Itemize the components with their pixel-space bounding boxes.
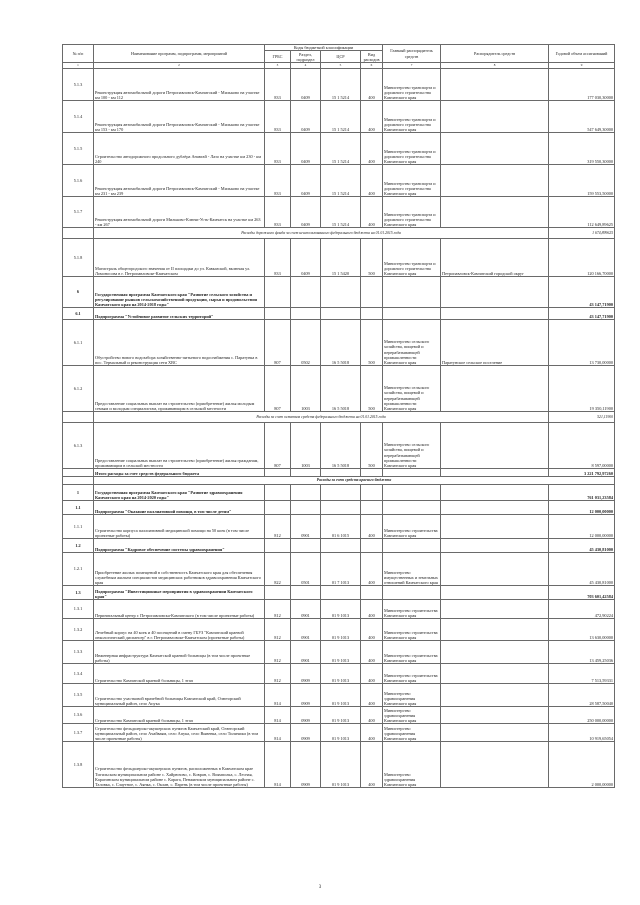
amount: 10 919,65054 bbox=[549, 724, 615, 742]
code-expense-type bbox=[361, 539, 383, 553]
code-csr: 01 9 1013 bbox=[321, 707, 361, 724]
manager bbox=[441, 619, 549, 641]
main-manager: Министерство строительства Камчатского края bbox=[383, 600, 441, 619]
code-expense-type: 400 bbox=[361, 707, 383, 724]
code-csr: 01 9 1013 bbox=[321, 742, 361, 788]
code-section: 0901 bbox=[291, 515, 321, 539]
item-name: Реконструкция автомобильной дороги Петропавловск-Камчатский - Мильково на участке км 100 - км 112 bbox=[94, 69, 265, 101]
row-number: 5.1.8 bbox=[63, 239, 94, 277]
item-name: Перинатальный центр г. Петропавловска-Камчатского (в том числе проектные работы) bbox=[94, 600, 265, 619]
main-manager: Министерство строительства Камчатского края bbox=[383, 664, 441, 684]
table-row bbox=[63, 412, 615, 423]
manager bbox=[441, 707, 549, 724]
manager bbox=[441, 641, 549, 664]
code-csr: 01 9 1013 bbox=[321, 664, 361, 684]
column-number: 1 bbox=[63, 63, 94, 69]
header-volume: Годовой объем ассигнований bbox=[549, 45, 615, 63]
main-manager: Министерство транспорта и дорожного строительства Камчатского края bbox=[383, 101, 441, 133]
main-manager: Министерство здравоохранения Камчатского края bbox=[383, 742, 441, 788]
page-number: 3 bbox=[318, 885, 322, 890]
manager bbox=[441, 724, 549, 742]
item-name: Реконструкция автомобильной дороги Мильково-Ключи-Усть-Камчатск на участке км 263 - км 267 bbox=[94, 197, 265, 228]
table-row bbox=[63, 553, 615, 586]
code-section: 0909 bbox=[291, 742, 321, 788]
code-csr bbox=[321, 485, 361, 501]
table-row bbox=[63, 308, 615, 320]
item-name: Строительство Камчатской краевой больницы, 1 этап bbox=[94, 707, 265, 724]
table-row bbox=[63, 707, 615, 724]
code-expense-type bbox=[361, 469, 383, 477]
manager bbox=[441, 664, 549, 684]
header-csr: ЦСР bbox=[321, 51, 361, 63]
code-section: 0901 bbox=[291, 619, 321, 641]
manager: Паратунское сельское поселение bbox=[441, 320, 549, 366]
code-grbs: 833 bbox=[265, 133, 291, 165]
code-grbs: 812 bbox=[265, 641, 291, 664]
column-number: 2 bbox=[94, 63, 265, 69]
manager bbox=[441, 600, 549, 619]
table-row bbox=[63, 539, 615, 553]
main-manager: Министерство сельского хозяйства, пищевой и перерабатывающей промышленности Камчатского края bbox=[383, 423, 441, 469]
code-grbs: 833 bbox=[265, 69, 291, 101]
amount: 547 649,30000 bbox=[549, 101, 615, 133]
table-row bbox=[63, 277, 615, 308]
code-grbs: 814 bbox=[265, 724, 291, 742]
manager bbox=[441, 133, 549, 165]
amount: 13 630,00000 bbox=[549, 619, 615, 641]
manager bbox=[441, 586, 549, 600]
code-section: 0901 bbox=[291, 600, 321, 619]
note-text: Расходы дорожного фонда за счет неиспользованного федерального бюджета на 01.01.2015 года bbox=[94, 228, 549, 239]
table-row bbox=[63, 239, 615, 277]
amount: 13 730,00000 bbox=[549, 320, 615, 366]
item-name: Реконструкция автомобильной дороги Петропавловск-Камчатский - Мильково на участке км 153 - км 170 bbox=[94, 101, 265, 133]
code-grbs bbox=[265, 501, 291, 515]
main-manager: Министерство сельского хозяйства, пищевой и перерабатывающей промышленности Камчатского края bbox=[383, 366, 441, 412]
table-row bbox=[63, 69, 615, 101]
main-manager bbox=[383, 586, 441, 600]
amount: 2 000,00000 bbox=[549, 742, 615, 788]
code-grbs: 814 bbox=[265, 684, 291, 707]
code-expense-type bbox=[361, 308, 383, 320]
table-row bbox=[63, 619, 615, 641]
code-grbs: 812 bbox=[265, 515, 291, 539]
header-num: № п/п bbox=[63, 45, 94, 63]
main-manager: Министерство строительства Камчатского края bbox=[383, 641, 441, 664]
column-number: 3 bbox=[265, 63, 291, 69]
code-section bbox=[291, 485, 321, 501]
code-section: 0909 bbox=[291, 664, 321, 684]
code-expense-type: 400 bbox=[361, 619, 383, 641]
column-number: 6 bbox=[361, 63, 383, 69]
code-grbs: 833 bbox=[265, 197, 291, 228]
manager bbox=[441, 501, 549, 515]
amount: 12 000,00000 bbox=[549, 515, 615, 539]
row-number-cell bbox=[63, 228, 94, 239]
code-expense-type bbox=[361, 485, 383, 501]
item-name: Предоставление социальных выплат на строительство (приобретение) жилья гражданам, проживающим в сельской местности bbox=[94, 423, 265, 469]
row-number: 1.3.4 bbox=[63, 664, 94, 684]
manager bbox=[441, 553, 549, 586]
code-grbs bbox=[265, 469, 291, 477]
item-name: Подпрограмма "Кадровое обеспечение системы здравоохранения" bbox=[94, 539, 265, 553]
code-grbs: 833 bbox=[265, 165, 291, 197]
code-expense-type: 400 bbox=[361, 197, 383, 228]
code-grbs bbox=[265, 485, 291, 501]
table-row bbox=[63, 515, 615, 539]
code-csr: 01 9 1013 bbox=[321, 619, 361, 641]
code-expense-type bbox=[361, 277, 383, 308]
code-grbs bbox=[265, 277, 291, 308]
code-csr: 01 6 1015 bbox=[321, 515, 361, 539]
item-name: Строительство Камчатской краевой больницы, 1 этап bbox=[94, 664, 265, 684]
code-section: 0502 bbox=[291, 320, 321, 366]
manager bbox=[441, 165, 549, 197]
column-number: 7 bbox=[383, 63, 441, 69]
code-grbs: 814 bbox=[265, 742, 291, 788]
code-section bbox=[291, 501, 321, 515]
column-number: 9 bbox=[549, 63, 615, 69]
table-row bbox=[63, 586, 615, 600]
manager bbox=[441, 539, 549, 553]
manager bbox=[441, 277, 549, 308]
main-manager bbox=[383, 539, 441, 553]
code-grbs: 807 bbox=[265, 366, 291, 412]
main-manager: Министерство здравоохранения Камчатского края bbox=[383, 684, 441, 707]
code-csr: 01 9 1013 bbox=[321, 600, 361, 619]
code-csr: 01 9 1013 bbox=[321, 724, 361, 742]
column-number: 4 bbox=[291, 63, 321, 69]
item-name: Инженерная инфраструктура Камчатской краевой больницы (в том числе проектные работы) bbox=[94, 641, 265, 664]
row-number: 6.1 bbox=[63, 308, 94, 320]
row-number: 6.1.3 bbox=[63, 423, 94, 469]
row-number: 1.2.1 bbox=[63, 553, 94, 586]
main-manager: Министерство сельского хозяйства, пищевой и перерабатывающей промышленности Камчатского края bbox=[383, 320, 441, 366]
manager bbox=[441, 469, 549, 477]
header-expense-type: Вид расходов bbox=[361, 51, 383, 63]
main-manager bbox=[383, 501, 441, 515]
code-section: 0909 bbox=[291, 684, 321, 707]
row-number: 1 bbox=[63, 485, 94, 501]
code-section: 0409 bbox=[291, 69, 321, 101]
amount: 45 430,81000 bbox=[549, 539, 615, 553]
code-expense-type: 400 bbox=[361, 641, 383, 664]
row-number: 1.1 bbox=[63, 501, 94, 515]
manager bbox=[441, 366, 549, 412]
item-name: Подпрограмма "Оказание паллиативной помощи, в том числе детям" bbox=[94, 501, 265, 515]
code-csr bbox=[321, 277, 361, 308]
row-number: 1.3.1 bbox=[63, 600, 94, 619]
amount: 177 030,30000 bbox=[549, 69, 615, 101]
main-manager: Министерство имущественных и земельных отношений Камчатского края bbox=[383, 553, 441, 586]
code-section bbox=[291, 539, 321, 553]
row-number: 1.3.3 bbox=[63, 641, 94, 664]
manager bbox=[441, 69, 549, 101]
amount: 703 601,42584 bbox=[549, 586, 615, 600]
code-expense-type: 400 bbox=[361, 553, 383, 586]
row-number: 5.1.6 bbox=[63, 165, 94, 197]
table-row bbox=[63, 366, 615, 412]
code-csr: 16 5 5018 bbox=[321, 423, 361, 469]
row-number: 6.1.1 bbox=[63, 320, 94, 366]
code-csr bbox=[321, 586, 361, 600]
code-csr: 01 7 1013 bbox=[321, 553, 361, 586]
code-grbs: 807 bbox=[265, 320, 291, 366]
code-expense-type: 400 bbox=[361, 600, 383, 619]
code-grbs: 812 bbox=[265, 664, 291, 684]
code-csr bbox=[321, 501, 361, 515]
amount: 12 000,00000 bbox=[549, 501, 615, 515]
code-section: 0909 bbox=[291, 707, 321, 724]
header-manager: Распорядитель средств bbox=[441, 45, 549, 63]
item-name: Реконструкция автомобильной дороги Петропавловск-Камчатский - Мильково на участке км 231 - км 239 bbox=[94, 165, 265, 197]
table-row bbox=[63, 600, 615, 619]
item-name: Итого расходы за счет средств федерального бюджета bbox=[94, 469, 265, 477]
table-row bbox=[63, 423, 615, 469]
code-expense-type: 500 bbox=[361, 366, 383, 412]
code-csr: 16 5 5018 bbox=[321, 320, 361, 366]
row-number-cell bbox=[63, 477, 94, 485]
row-number-cell bbox=[63, 412, 94, 423]
code-expense-type: 400 bbox=[361, 133, 383, 165]
main-manager: Министерство строительства Камчатского края bbox=[383, 515, 441, 539]
manager bbox=[441, 515, 549, 539]
code-expense-type bbox=[361, 586, 383, 600]
manager: Петропавловск-Камчатский городской округ bbox=[441, 239, 549, 277]
code-section: 1003 bbox=[291, 423, 321, 469]
amount: 7 513,59331 bbox=[549, 664, 615, 684]
main-manager: Министерство здравоохранения Камчатского края bbox=[383, 707, 441, 724]
amount: 45 430,81000 bbox=[549, 553, 615, 586]
table-body bbox=[63, 69, 615, 788]
table-row bbox=[63, 742, 615, 788]
item-name: Строительство автодорожного продольного дублёра Анавгай - Лазо на участке км 230 - км 240 bbox=[94, 133, 265, 165]
note-amount: 521,11900 bbox=[549, 412, 615, 423]
code-expense-type bbox=[361, 501, 383, 515]
code-csr: 15 1 5214 bbox=[321, 197, 361, 228]
table-row bbox=[63, 641, 615, 664]
note-text: Расходы за счет остатков средств федерального бюджета на 01.01.2015 года bbox=[94, 412, 549, 423]
table-row bbox=[63, 197, 615, 228]
row-number: 1.3.7 bbox=[63, 724, 94, 742]
item-name: Государственная программа Камчатского края "Развитие здравоохранения Камчатского края на 2014-2020 годы" bbox=[94, 485, 265, 501]
code-section: 0409 bbox=[291, 239, 321, 277]
code-grbs bbox=[265, 539, 291, 553]
amount: 28 587,50040 bbox=[549, 684, 615, 707]
code-section: 0909 bbox=[291, 724, 321, 742]
code-grbs: 814 bbox=[265, 707, 291, 724]
manager bbox=[441, 742, 549, 788]
code-expense-type: 400 bbox=[361, 101, 383, 133]
amount: 319 550,30000 bbox=[549, 133, 615, 165]
amount: 250 000,00000 bbox=[549, 707, 615, 724]
item-name: Приобретение жилых помещений в собственность Камчатского края для обеспечения служебным жильем специалистов медицинских работников здравоохранения Камчатского края bbox=[94, 553, 265, 586]
header-section: Раздел, подраздел bbox=[291, 51, 321, 63]
code-csr: 01 9 1013 bbox=[321, 684, 361, 707]
header-name: Наименование программ, подпрограмм, мероприятий bbox=[94, 45, 265, 63]
item-name: Лечебный корпус на 40 коек и 40 посещений в смену ГБУЗ "Камчатский краевой онкологический диспансер" в г. Петропавловске-Камчатском (проектные работы) bbox=[94, 619, 265, 641]
manager bbox=[441, 197, 549, 228]
item-name: Строительство корпуса паллиативной медицинской помощи на 50 коек (в том числе проектные работы) bbox=[94, 515, 265, 539]
row-number: 1.3.6 bbox=[63, 707, 94, 724]
code-expense-type: 500 bbox=[361, 423, 383, 469]
code-csr: 16 5 5018 bbox=[321, 366, 361, 412]
amount: 13 459,25036 bbox=[549, 641, 615, 664]
main-manager: Министерство строительства Камчатского края bbox=[383, 619, 441, 641]
main-manager: Министерство транспорта и дорожного строительства Камчатского края bbox=[383, 239, 441, 277]
header-grbs: ГРБС bbox=[265, 51, 291, 63]
code-grbs: 833 bbox=[265, 239, 291, 277]
code-expense-type: 400 bbox=[361, 742, 383, 788]
manager bbox=[441, 101, 549, 133]
row-number: 6 bbox=[63, 277, 94, 308]
code-section: 0901 bbox=[291, 641, 321, 664]
code-expense-type: 400 bbox=[361, 684, 383, 707]
table-row bbox=[63, 684, 615, 707]
code-grbs: 812 bbox=[265, 619, 291, 641]
row-number: 5.1.7 bbox=[63, 197, 94, 228]
amount: 3 221 792,97260 bbox=[549, 469, 615, 477]
code-grbs: 822 bbox=[265, 553, 291, 586]
code-expense-type: 400 bbox=[361, 165, 383, 197]
main-manager bbox=[383, 469, 441, 477]
code-section bbox=[291, 586, 321, 600]
code-csr bbox=[321, 469, 361, 477]
column-number: 5 bbox=[321, 63, 361, 69]
header-codes-group: Коды бюджетной классификации bbox=[265, 45, 383, 51]
amount: 472,90224 bbox=[549, 600, 615, 619]
item-name: Государственная программа Камчатского края "Развитие сельского хозяйства и регулирование рынков сельскохозяйственной продукции, сырья и продовольствия Камчатского края на 2014-2018 годы" bbox=[94, 277, 265, 308]
code-expense-type: 500 bbox=[361, 239, 383, 277]
main-manager: Министерство транспорта и дорожного строительства Камчатского края bbox=[383, 133, 441, 165]
table-row bbox=[63, 101, 615, 133]
main-manager bbox=[383, 277, 441, 308]
main-manager bbox=[383, 485, 441, 501]
amount: 159 553,50000 bbox=[549, 165, 615, 197]
code-expense-type: 400 bbox=[361, 69, 383, 101]
row-number: 1.3.8 bbox=[63, 742, 94, 788]
code-csr: 15 1 5214 bbox=[321, 133, 361, 165]
amount: 761 031,23584 bbox=[549, 485, 615, 501]
row-number: 1.3 bbox=[63, 586, 94, 600]
row-number: 5.1.4 bbox=[63, 101, 94, 133]
code-csr: 15 1 5214 bbox=[321, 69, 361, 101]
item-name: Подпрограмма "Инвестиционные мероприятия в здравоохранении Камчатского края" bbox=[94, 586, 265, 600]
code-grbs bbox=[265, 308, 291, 320]
table-row bbox=[63, 501, 615, 515]
code-csr bbox=[321, 539, 361, 553]
code-csr bbox=[321, 308, 361, 320]
main-manager bbox=[383, 308, 441, 320]
code-section: 1003 bbox=[291, 366, 321, 412]
table-row bbox=[63, 469, 615, 477]
code-expense-type: 400 bbox=[361, 515, 383, 539]
manager bbox=[441, 485, 549, 501]
item-name: Строительство участковой врачебной больницы Камчатский край, Олюторский муниципальный район, село Апука bbox=[94, 684, 265, 707]
note-amount: 1 674,899625 bbox=[549, 228, 615, 239]
section-title: Расходы за счет средств краевого бюджета bbox=[94, 477, 615, 485]
table-row bbox=[63, 664, 615, 684]
main-manager: Министерство транспорта и дорожного строительства Камчатского края bbox=[383, 197, 441, 228]
code-section bbox=[291, 469, 321, 477]
code-section: 0409 bbox=[291, 197, 321, 228]
table-row bbox=[63, 320, 615, 366]
code-expense-type: 400 bbox=[361, 664, 383, 684]
code-grbs: 833 bbox=[265, 101, 291, 133]
code-csr: 15 1 5214 bbox=[321, 165, 361, 197]
row-number: 1.3.5 bbox=[63, 684, 94, 707]
code-section: 0409 bbox=[291, 165, 321, 197]
code-section: 0501 bbox=[291, 553, 321, 586]
item-name: Обустройство нового водозабора хозяйственно-питьевого водоснабжения с. Паратунка в пос. Термальный и реконструкция сети ХВС bbox=[94, 320, 265, 366]
table-row bbox=[63, 133, 615, 165]
code-grbs: 807 bbox=[265, 423, 291, 469]
row-number bbox=[63, 469, 94, 477]
code-grbs bbox=[265, 586, 291, 600]
table-row bbox=[63, 228, 615, 239]
code-expense-type: 400 bbox=[361, 724, 383, 742]
manager bbox=[441, 423, 549, 469]
table-row bbox=[63, 477, 615, 485]
budget-table bbox=[62, 44, 615, 788]
row-number: 1.3.2 bbox=[63, 619, 94, 641]
amount: 120 166,70000 bbox=[549, 239, 615, 277]
code-section: 0409 bbox=[291, 101, 321, 133]
amount: 43 147,71900 bbox=[549, 277, 615, 308]
code-expense-type: 500 bbox=[361, 320, 383, 366]
code-section bbox=[291, 277, 321, 308]
amount: 8 597,00000 bbox=[549, 423, 615, 469]
amount: 19 350,11900 bbox=[549, 366, 615, 412]
main-manager: Министерство транспорта и дорожного строительства Камчатского края bbox=[383, 69, 441, 101]
main-manager: Министерство здравоохранения Камчатского края bbox=[383, 724, 441, 742]
item-name: Строительство фельдшерско-акушерских пунктов, расположенных в Камчатском крае Тигильском муниципальном районе с. Хайрюзово, с. Ковран, с. Воямполка, с. Лесная, Карагинском муниципальном районе с. Карага, Пенжинском муниципальном районе с. Таловка, с. Слаутное, с. Аянка, с. Оклан, с. Парень (в том числе проектные работы) bbox=[94, 742, 265, 788]
manager bbox=[441, 308, 549, 320]
table-row bbox=[63, 724, 615, 742]
amount: 112 649,89625 bbox=[549, 197, 615, 228]
code-csr: 15 1 5420 bbox=[321, 239, 361, 277]
table-row bbox=[63, 165, 615, 197]
row-number: 1.2 bbox=[63, 539, 94, 553]
amount: 43 147,71900 bbox=[549, 308, 615, 320]
row-number: 5.1.5 bbox=[63, 133, 94, 165]
item-name: Предоставление социальных выплат на строительство (приобретение) жилья молодым семьям и молодым специалистам, проживающим в сельской местности bbox=[94, 366, 265, 412]
row-number: 5.1.3 bbox=[63, 69, 94, 101]
item-name: Строительство фельдшерско-акушерских пунктов Камчатский край, Олюторский муниципальный район, село Ачайваям, село Апука, село Вывенка, село Тиличики (в том числе проектные работы) bbox=[94, 724, 265, 742]
code-grbs: 812 bbox=[265, 600, 291, 619]
item-name: Подпрограмма "Устойчивое развитие сельских территорий" bbox=[94, 308, 265, 320]
table-row bbox=[63, 485, 615, 501]
row-number: 6.1.2 bbox=[63, 366, 94, 412]
row-number: 1.1.1 bbox=[63, 515, 94, 539]
main-manager: Министерство транспорта и дорожного строительства Камчатского края bbox=[383, 165, 441, 197]
header-main-manager: Главный распорядитель средств bbox=[383, 45, 441, 63]
item-name: Магистраль общегородского значения от II площадки до ул. Кавказской, включая ул. Ломоносова в г. Петропавловске-Камчатском bbox=[94, 239, 265, 277]
code-csr: 01 9 1013 bbox=[321, 641, 361, 664]
code-csr: 15 1 5214 bbox=[321, 101, 361, 133]
code-section: 0409 bbox=[291, 133, 321, 165]
manager bbox=[441, 684, 549, 707]
code-section bbox=[291, 308, 321, 320]
column-number: 8 bbox=[441, 63, 549, 69]
